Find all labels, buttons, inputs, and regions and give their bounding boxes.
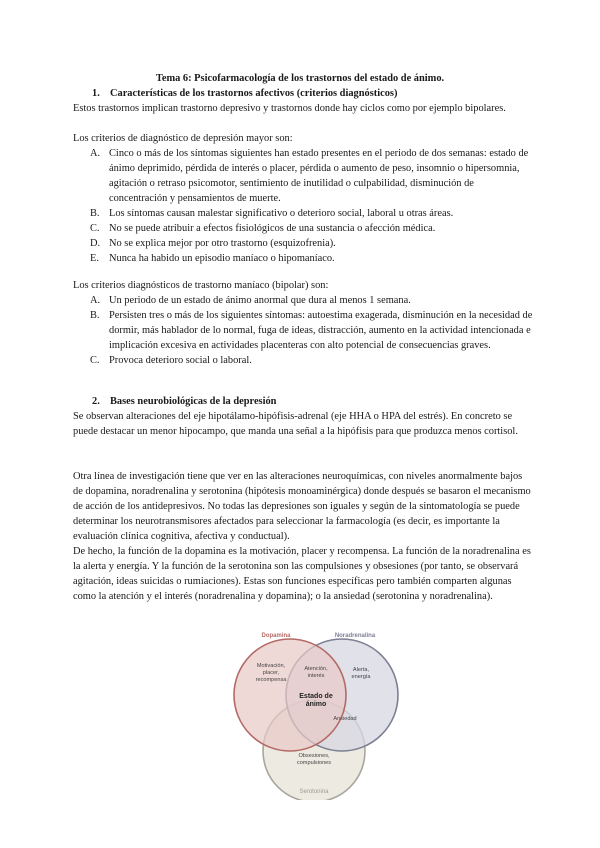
noradrenalina-text-2: energía: [351, 674, 371, 680]
overlap-nor-ser-text: Ansiedad: [333, 716, 357, 722]
serotonina-text-1: Obsesiones,: [298, 753, 330, 759]
list-item: C. Provoca deterioro social o laboral.: [90, 355, 252, 366]
noradrenalina-text-1: Alerta,: [352, 667, 370, 673]
section-1-heading: [92, 86, 397, 101]
center-text-1: Estado de: [299, 693, 333, 700]
list-item: A. Cinco o más de los síntomas siguientes han estado presentes en el periodo de dos semanas: estado de ánimo deprimido, pérdida de interés o placer, pérdida o aumento de peso, insomnio o hipersomnia, agitación o retraso psicomotor, sentimiento de inutilidad o culpabilidad, disminución de concentración y pensamientos de muerte.: [90, 148, 529, 204]
dopamina-text-3: recompensa: [255, 677, 287, 683]
section-2-paragraph-1: Se observan alteraciones del eje hipotálamo-hipófisis-adrenal (eje HHA o HPA del estrés). En concreto se puede destacar un menor hipocampo, que manda una señal a la hipófisis para que produzca menos cortisol.: [73, 411, 518, 437]
dopamina-text-1: Motivación,: [256, 663, 286, 669]
noradrenalina-label: Noradrenalina: [334, 633, 376, 639]
serotonina-text-2: compulsiones: [296, 760, 332, 766]
list-item: A. Un periodo de un estado de ánimo anormal que dura al menos 1 semana.: [90, 295, 411, 306]
dopamina-text-2: placer,: [262, 670, 280, 676]
section-2-title: Bases neurobiológicas de la depresión: [110, 396, 277, 407]
center-text-2: ánimo: [305, 701, 327, 708]
section-1-number: 1.: [92, 88, 100, 99]
depression-criteria-list: [73, 146, 533, 266]
serotonina-label: Serotonina: [299, 789, 329, 795]
list-item: B. Los síntomas causan malestar significativo o deterioro social, laboral u otras áreas.: [90, 208, 454, 219]
mania-criteria-list: [73, 293, 533, 368]
list-item: B. Persisten tres o más de los siguientes síntomas: autoestima exagerada, disminución en la necesidad de dormir, más hablador de lo normal, fuga de ideas, distracción, aumento en la actividad intencionada e implicación excesiva en actividades placenteras con alto potencial de consecuencias graves.: [90, 310, 533, 351]
mania-criteria-intro: Los criterios diagnósticos de trastorno maníaco (bipolar) son:: [73, 280, 329, 291]
list-item: C. No se puede atribuir a efectos fisiológicos de una sustancia o afección médica.: [90, 223, 436, 234]
section-1-title: Características de los trastornos afectivos (criterios diagnósticos): [110, 88, 398, 99]
section-2-paragraph-2: Otra línea de investigación tiene que ver en las alteraciones neuroquímicas, con niveles anormalmente bajos de dopamina, noradrenalina y serotonina (hipótesis monoaminérgica) donde después se basaron el mecanismo de acción de los antidepresivos. No todas las depresiones son iguales y según de la sintomatología se puede determinar los neurotransmisores afectados para seleccionar la farmacología (es decir, es importante la evaluación clínica cognitiva, afectiva y conductual).: [73, 471, 531, 542]
neurotransmitter-venn-diagram: [230, 625, 400, 800]
section-2-number: 2.: [92, 396, 100, 407]
depression-criteria-intro: Los criterios de diagnóstico de depresión mayor son:: [73, 133, 293, 144]
list-item: E. Nunca ha habido un episodio maníaco o hipomaníaco.: [90, 253, 335, 264]
venn-svg: [230, 625, 400, 800]
list-item: D. No se explica mejor por otro trastorno (esquizofrenia).: [90, 238, 336, 249]
document-title: Tema 6: Psicofarmacología de los trastornos del estado de ánimo.: [155, 73, 445, 84]
overlap-dop-nor-text-2: interés: [307, 673, 325, 679]
section-2-paragraph-3: De hecho, la función de la dopamina es la motivación, placer y recompensa. La función de la noradrenalina es la alerta y energía. Y la función de la serotonina son las compulsiones y obsesiones (por tanto, se observará agitación, ideas suicidas o rumiaciones). Estas son funciones específicas pero también comparten algunas como la atención y el interés (noradrenalina y dopamina); o la ansiedad (serotonina y noradrenalina).: [73, 546, 531, 602]
overlap-dop-nor-text-1: Atención,: [304, 666, 328, 672]
section-2-heading: [92, 394, 276, 409]
dopamina-label: Dopamina: [261, 633, 291, 639]
section-1-intro: Estos trastornos implican trastorno depresivo y trastornos donde hay ciclos como por ejemplo bipolares.: [73, 103, 506, 114]
